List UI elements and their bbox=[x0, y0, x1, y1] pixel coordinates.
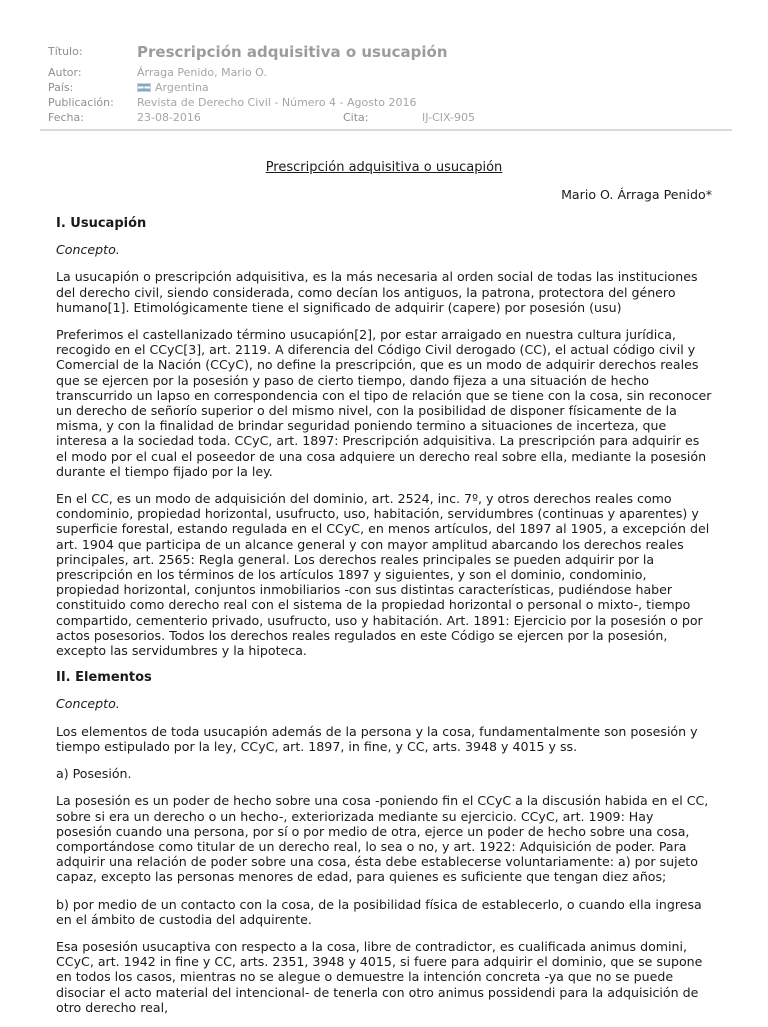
citation-value: IJ-CIX-905 bbox=[422, 111, 475, 124]
title-label: Título: bbox=[48, 45, 83, 58]
document-author: Mario O. Árraga Penido* bbox=[561, 187, 712, 202]
paragraph: En el CC, es un modo de adquisición del dominio, art. 2524, inc. 7º, y otros derechos reales como condominio, propiedad horizontal, usufructo, uso, habitación, servidumbres (continuas y aparentes) y superficie forestal, estando regulada en el CCyC, en menos artículos, del 1897 al 1905, a excepción del art. 1904 que participa de un alcance general y con mayor amplitud abarcando los derechos reales principales, art. 2565: Regla general. Los derechos reales principales se pueden adquirir por la prescripción en los términos de los artículos 1897 y siguientes, y son el dominio, condominio, propiedad horizontal, conjuntos inmobiliarios -con sus distintas características, pudiéndose haber constituido como derecho real con el sistema de la propiedad horizontal o personal o mixto-, tiempo compartido, cementerio privado, usufructo, uso y habitación. Art. 1891: Ejercicio por la posesión o por actos posesorios. Todos los derechos reales regulados en este Código se ejercen por la posesión, excepto las servidumbres y la hipoteca. bbox=[56, 491, 710, 659]
paragraph: La usucapión o prescripción adquisitiva, es la más necesaria al orden social de todas las instituciones del derecho civil, siendo considerada, como decían los antiguos, la patrona, protectora del género humano[1]. Etimológicamente tiene el significado de adquirir (capere) por posesión (usu) bbox=[56, 269, 698, 315]
section-concept-label: Concepto. bbox=[56, 696, 120, 712]
paragraph: Esa posesión usucaptiva con respecto a la cosa, libre de contradictor, es cualificada animus domini, CCyC, art. 1942 in fine y CC, arts. 2351, 3948 y 4015, si fuere para adquirir el dominio, que se supone en todos los casos, mientras no se alegue o demuestre la intención concreta -ya que no se puede disociar el acto material del intencional- de tenerla con otro animus possidendi para la adquisición de otro derecho real, bbox=[56, 938, 703, 1015]
publication-value: Revista de Derecho Civil - Número 4 - Agosto 2016 bbox=[137, 96, 417, 109]
paragraph: Preferimos el castellanizado término usucapión[2], por estar arraigado en nuestra cultura jurídica, recogido en el CCyC[3], art. 2119. A diferencia del Código Civil derogado (CC), el actual código civil y Comercial de la Nación (CCyC), no define la prescripción, que es un modo de adquirir derechos reales que se ejercen por la posesión y paso de cierto tiempo, dando fijeza a una situación de hecho transcurrido un lapso en correspondencia con el tipo de relación que se tiene con la cosa, sin reconocer un derecho de señorío superior o del mismo nivel, con la posibilidad de disponer físicamente de la misma, y con la finalidad de brindar seguridad poniendo termino a situaciones de incerteza, que interesa a la sociedad toda. CCyC, art. 1897: Prescripción adquisitiva. La prescripción para adquirir es el modo por el cual el poseedor de una cosa adquiere un derecho real sobre ella, mediante la posesión durante el tiempo fijado por la ley. bbox=[56, 327, 712, 479]
section-heading-usucapion: I. Usucapión bbox=[56, 216, 147, 231]
paragraph: La posesión es un poder de hecho sobre una cosa -poniendo fin el CCyC a la discusión habida en el CC, sobre si era un derecho o un hecho-, exteriorizada mediante su ejercicio. CCyC, art. 1909: Hay posesión cuando una persona, por sí o por medio de otra, ejerce un poder de hecho sobre una cosa, comportándose como titular de un derecho real, lo sea o no, y art. 1922: Adquisición de poder. Para adquirir una relación de poder sobre una cosa, ésta debe establecerse voluntariamente: a) por sujeto capaz, excepto las personas menores de edad, para quienes es suficiente que tengan diez años; bbox=[56, 793, 709, 885]
author-label: Autor: bbox=[48, 66, 82, 79]
section-concept-label: Concepto. bbox=[56, 242, 120, 258]
header-divider bbox=[40, 129, 732, 131]
country-label: País: bbox=[48, 81, 74, 94]
paragraph: Los elementos de toda usucapión además de la persona y la cosa, fundamentalmente son posesión y tiempo estipulado por la ley, CCyC, art. 1897, in fine, y CC, arts. 3948 y 4015 y ss. bbox=[56, 723, 698, 754]
country-name: Argentina bbox=[155, 81, 209, 94]
citation-label: Cita: bbox=[343, 111, 369, 124]
publication-label: Publicación: bbox=[48, 96, 114, 109]
paragraph: a) Posesión. bbox=[56, 766, 132, 782]
title-value: Prescripción adquisitiva o usucapión bbox=[137, 43, 448, 61]
date-label: Fecha: bbox=[48, 111, 84, 124]
author-value: Árraga Penido, Mario O. bbox=[137, 66, 267, 79]
section-heading-elementos: II. Elementos bbox=[56, 670, 152, 686]
date-value: 23-08-2016 bbox=[137, 111, 201, 124]
country-value bbox=[137, 81, 209, 94]
argentina-flag-icon bbox=[137, 83, 151, 92]
paragraph: b) por medio de un contacto con la cosa, de la posibilidad física de establecerlo, o cuando ella ingresa en el ámbito de custodia del adquirente. bbox=[56, 896, 702, 927]
document-content bbox=[56, 216, 712, 1027]
document-title: Prescripción adquisitiva o usucapión bbox=[265, 160, 503, 175]
